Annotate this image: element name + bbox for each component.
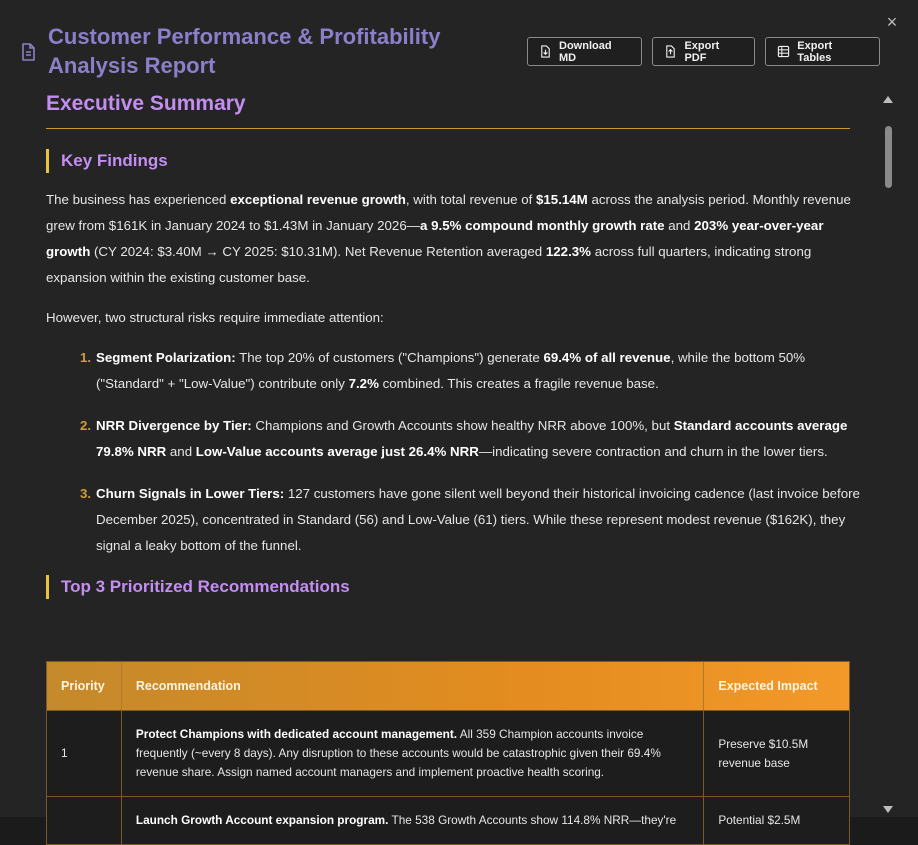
- report-header: [0, 0, 880, 88]
- export-file-icon: [664, 45, 677, 58]
- risk-list: [46, 345, 864, 559]
- table-icon: [777, 45, 790, 58]
- column-header-recommendation: Recommendation: [122, 662, 705, 710]
- impact-cell: Preserve $10.5M revenue base: [718, 736, 809, 770]
- close-icon: ×: [886, 12, 898, 32]
- scroll-down-arrow-icon[interactable]: [883, 806, 893, 813]
- priority-cell: [47, 797, 122, 844]
- export-toolbar: [527, 37, 880, 66]
- document-icon: [18, 42, 38, 62]
- export-tables-label: Export Tables: [797, 39, 833, 64]
- table-row: [47, 710, 849, 796]
- column-header-impact: Expected Impact: [718, 679, 818, 693]
- column-header-priority: Priority: [47, 662, 122, 710]
- export-tables-button[interactable]: [765, 37, 880, 66]
- recommendations-heading: Top 3 Prioritized Recommendations: [46, 575, 864, 599]
- section-divider: [46, 128, 850, 129]
- vertical-scrollbar[interactable]: [882, 96, 894, 817]
- export-pdf-label: Export PDF: [684, 39, 720, 64]
- download-file-icon: [539, 45, 552, 58]
- list-item: 3. Churn Signals in Lower Tiers: 127 customers have gone silent well beyond their historical invoicing cadence (last invoice before December 2025), concentrated in Standard (56) and Low-Value (61) tiers. While these represent modest revenue ($162K), they signal a leaky bottom of the funnel.: [80, 486, 860, 553]
- export-pdf-button[interactable]: [652, 37, 755, 66]
- impact-cell: Potential $2.5M: [718, 813, 801, 827]
- scrollbar-thumb[interactable]: [885, 126, 892, 188]
- recommendation-cell: Launch Growth Account expansion program. The 538 Growth Accounts show 114.8% NRR—they're: [122, 797, 704, 844]
- findings-paragraph: The business has experienced exceptional revenue growth, with total revenue of $15.14M across the analysis period. Monthly revenue grew from $161K in January 2024 to $1.43M in January 2026—a 9.5% compound monthly growth rate and 203% year-over-year growth (CY 2024: $3.40M → CY 2025: $10.31M). Net Revenue Retention averaged 122.3% across full quarters, indicating strong expansion within the existing customer base.: [46, 192, 851, 285]
- recommendation-cell: Protect Champions with dedicated account management. All 359 Champion accounts invoice frequently (~every 8 days). Any disruption to these accounts would be catastrophic given their 69.4% revenue share. Assign named account managers and implement proactive health scoring.: [122, 711, 704, 796]
- report-title: Customer Performance & Profitability Analysis Report: [48, 24, 441, 78]
- list-item: 2. NRR Divergence by Tier: Champions and Growth Accounts show healthy NRR above 100%, but Standard accounts average 79.8% NRR and Low-Value accounts average just 26.4% NRR—indicating severe contraction and churn in the lower tiers.: [80, 418, 848, 459]
- priority-cell: 1: [47, 711, 122, 796]
- close-button[interactable]: [882, 12, 902, 32]
- scroll-up-arrow-icon[interactable]: [883, 96, 893, 103]
- recommendations-table: [46, 661, 850, 845]
- section-title: Executive Summary: [46, 92, 246, 115]
- risks-intro: However, two structural risks require immediate attention:: [46, 310, 384, 325]
- download-md-button[interactable]: [527, 37, 642, 66]
- key-findings-heading: Key Findings: [46, 149, 864, 173]
- download-md-label: Download MD: [559, 39, 612, 64]
- report-content: [46, 90, 864, 827]
- table-header: [47, 662, 849, 710]
- list-item: 1. Segment Polarization: The top 20% of customers ("Champions") generate 69.4% of all revenue, while the bottom 50% ("Standard" + "Low-Value") contribute only 7.2% combined. This creates a fragile revenue base.: [80, 350, 806, 391]
- table-row: [47, 796, 849, 844]
